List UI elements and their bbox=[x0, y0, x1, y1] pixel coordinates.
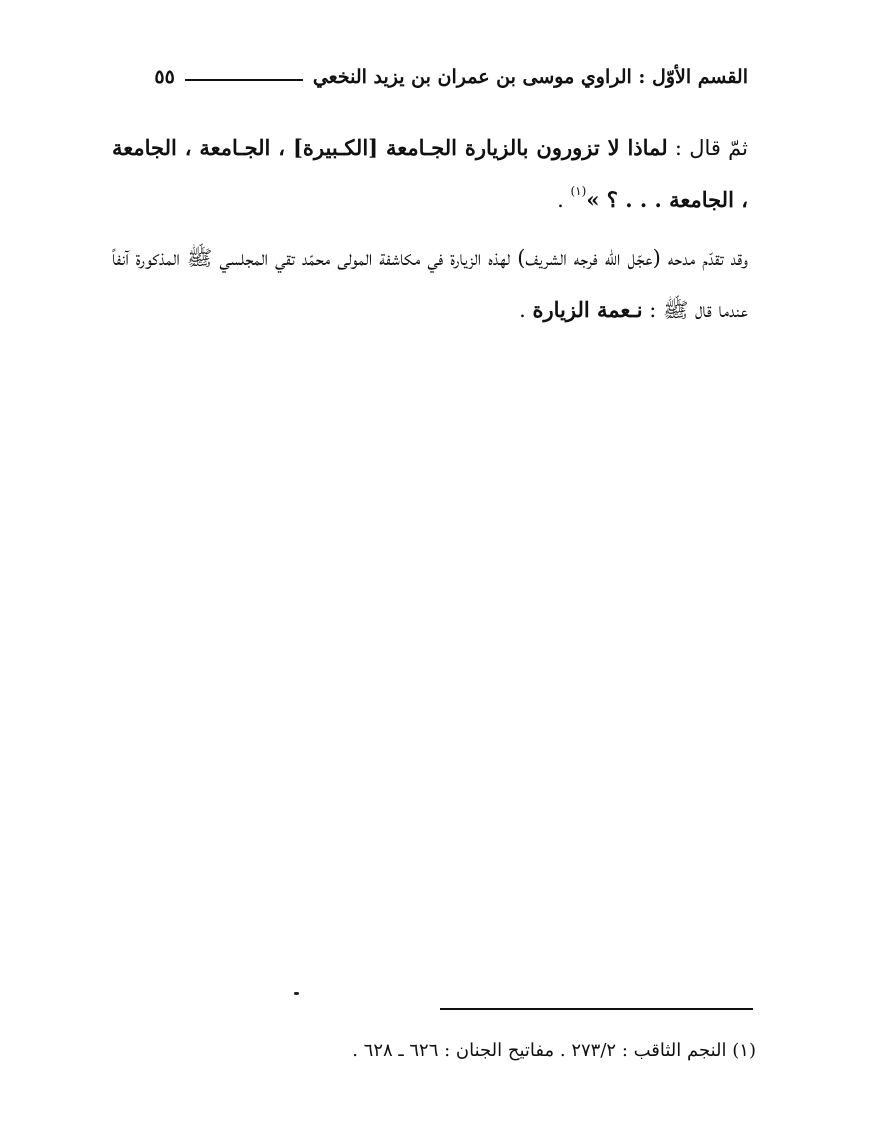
page-number: ٥٥ bbox=[154, 66, 175, 88]
paragraph-1-quote: لماذا لا تزورون بالزيارة الجـامعة [الكـبيرة] ، الجـامعة ، الجامعة ، الجامعة . . . ؟ » bbox=[112, 135, 748, 212]
paragraph-2-text: وقد تقدّم مدحه (عجّل الله فرجه الشريف) لهذه الزيارة في مكاشفة المولى محمّد تقي المجلسي ﷺ المذكورة آنفاً عندما قال ﷺ : bbox=[112, 246, 748, 322]
footnote-reference: (١) bbox=[570, 184, 587, 198]
footnote-text: النجم الثاقب : ٢٧٣/٢ . مفاتيح الجنان : ٦٢٦ ـ ٦٢٨ . bbox=[352, 1040, 727, 1061]
running-header bbox=[112, 60, 748, 94]
paragraph-2 bbox=[112, 232, 748, 336]
paragraph-1-end: . bbox=[557, 188, 571, 212]
header-rule bbox=[185, 79, 303, 81]
paragraph-2-end: . bbox=[519, 298, 533, 322]
stray-mark bbox=[294, 992, 299, 995]
footnote-separator bbox=[440, 1008, 753, 1010]
paragraph-2-bold: نـعمة الزيارة bbox=[532, 297, 643, 322]
body-text bbox=[112, 122, 748, 342]
paragraph-1 bbox=[112, 122, 748, 226]
header-title: القسم الأوّل : الراوي موسى بن عمران بن يزيد النخعي bbox=[312, 66, 748, 88]
footnote-marker: (١) bbox=[732, 1040, 756, 1061]
footnote-1 bbox=[200, 1034, 756, 1068]
paragraph-1-intro: ثمّ قال : bbox=[667, 136, 748, 160]
